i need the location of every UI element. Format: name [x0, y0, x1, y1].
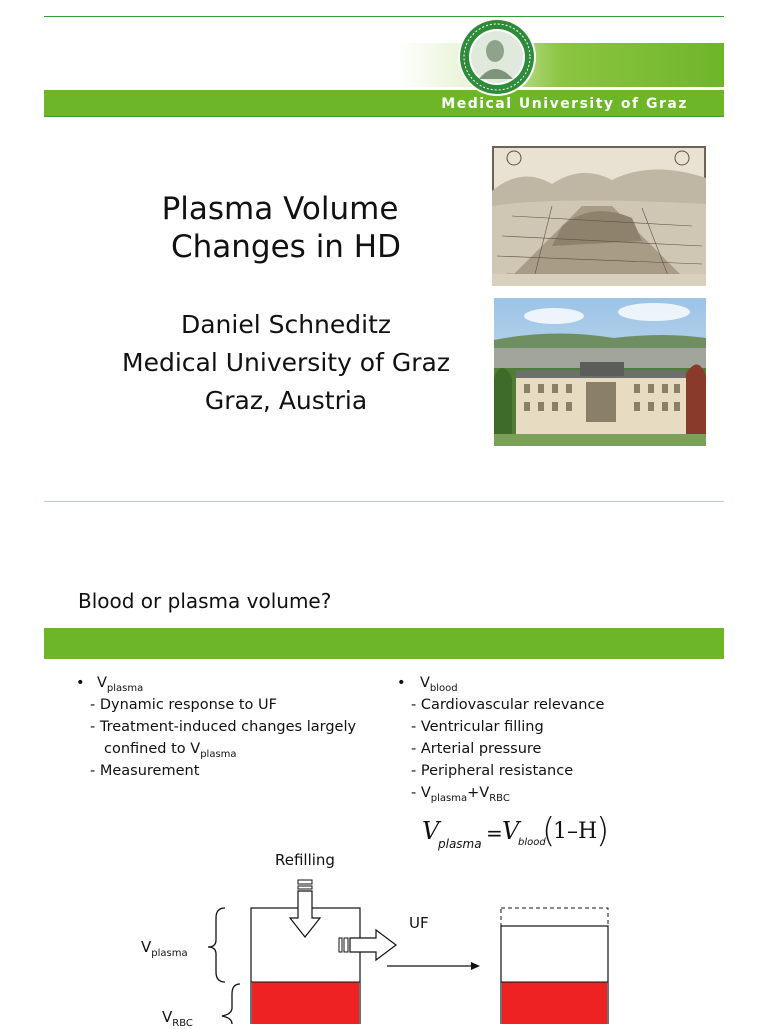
slide2-green-bar	[44, 628, 724, 659]
bullet-dot: •	[76, 675, 85, 691]
plasma-subscript: plasma	[200, 748, 237, 760]
right-item-3: - Arterial pressure	[411, 741, 542, 757]
author-location: Graz, Austria	[204, 386, 368, 415]
vrbc-label: $V_{RBC}$	[162, 1008, 193, 1029]
header-bottom-rule	[44, 116, 724, 117]
formula-plasma-sub: plasma	[438, 837, 482, 851]
left-column	[76, 672, 376, 782]
vplasma-label: $V_{plasma}$	[141, 938, 188, 959]
slide2-title: Blood or plasma volume?	[78, 589, 332, 613]
author-affiliation: Medical University of Graz	[122, 348, 450, 377]
bullet-dot: •	[397, 675, 406, 691]
right-column	[397, 672, 717, 804]
plasma-subscript: plasma	[106, 682, 144, 694]
left-item-1: - Dynamic response to UF	[90, 697, 277, 713]
v-symbol: V	[420, 675, 430, 691]
volume-diagram	[0, 870, 768, 1029]
header-top-rule	[44, 16, 724, 17]
blood-subscript: blood	[429, 682, 458, 694]
formula-blood-sub: blood	[518, 837, 546, 848]
v-symbol: V	[97, 675, 107, 691]
removed-volume-outline	[501, 908, 608, 926]
right-item-4: - Peripheral resistance	[411, 763, 574, 779]
formula-open-paren: (	[542, 811, 556, 851]
formula-close-paren: )	[596, 811, 610, 851]
presentation-title	[120, 190, 440, 266]
formula-v: V	[422, 817, 440, 845]
title-line-1: Plasma Volume	[161, 191, 399, 227]
rbc-brace	[222, 984, 240, 1024]
university-seal-logo	[457, 17, 537, 97]
university-building-photo	[494, 298, 706, 446]
formula-equals: =	[486, 821, 503, 845]
right-item-5: - $V_{plasma}+V_{RBC}$	[411, 785, 510, 804]
right-item-1: - Cardiovascular relevance	[411, 697, 605, 713]
left-item-3: - Measurement	[90, 763, 200, 779]
left-item-2-continued: confined to $V_{plasma}$	[104, 741, 237, 760]
author-name: Daniel Schneditz	[180, 310, 392, 339]
slide-separator	[44, 501, 724, 502]
header-university-name: Medical University of Graz	[441, 96, 688, 112]
rbc-fill-after	[502, 982, 607, 1024]
rbc-fill-before	[252, 982, 359, 1024]
formula-factor: 1–H	[553, 819, 598, 844]
refilling-label: Refilling	[275, 851, 335, 869]
left-item-2: - Treatment-induced changes largely	[90, 719, 357, 735]
plasma-volume-formula	[422, 811, 622, 859]
plasma-brace	[208, 908, 225, 982]
right-main-bullet	[397, 672, 717, 694]
uf-label: UF	[409, 914, 429, 932]
formula-v-blood: V	[502, 817, 520, 845]
left-main-bullet	[76, 672, 376, 694]
header-gradient-bar	[44, 43, 724, 87]
title-line-2: Changes in HD	[171, 229, 401, 265]
historic-engraving-image	[492, 146, 706, 286]
right-item-2: - Ventricular filling	[411, 719, 544, 735]
